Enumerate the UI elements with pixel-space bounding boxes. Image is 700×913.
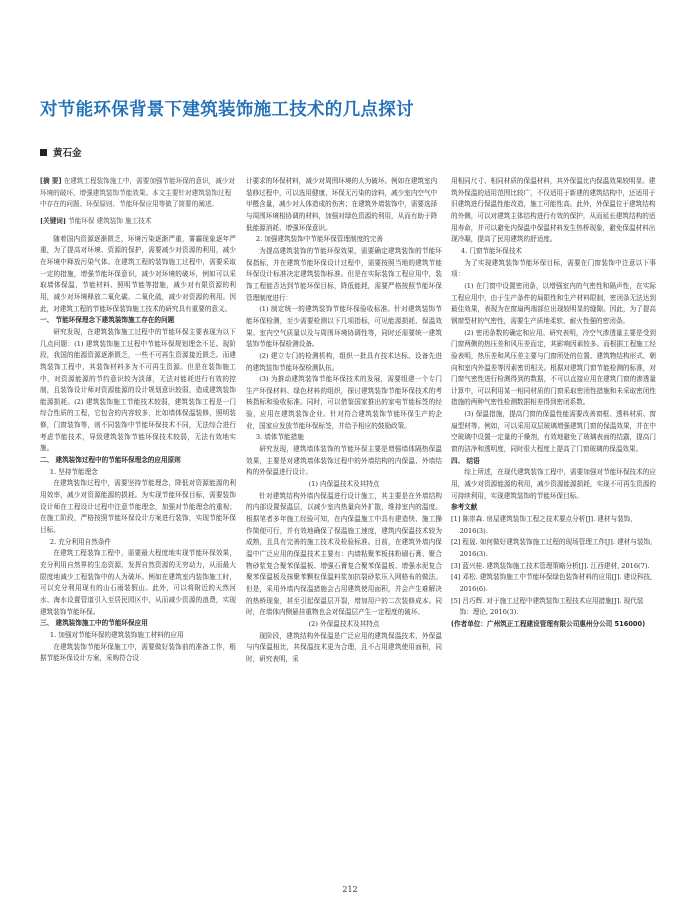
square-bullet-icon xyxy=(40,149,47,156)
column-1 xyxy=(40,176,236,665)
conclusion-paragraph: 综上所述，在现代建筑装饰工程中，需要加强对节能环保技术的应用，减少对资源能源的利用，减少资源能源损耗，实现不可再生资源的可持续利用，实现建筑装饰的节能环保目标。 xyxy=(451,468,656,500)
page-number: 212 xyxy=(342,885,358,894)
paragraph: (1) 在门窗中设置密闭条，以增强室内的气密性和隔声性，在实际工程应用中，由于生产条件的局限性和生产材料限制，密闭条无法达到最佳效果，表现为在窗扇两端部位出现较明显的缝隙。因此，为了提高钢窗型材的气密性，需要生产质地柔软、耐火性强的密闭条。 xyxy=(451,281,656,325)
column-2 xyxy=(246,176,442,666)
subsection-heading: (2) 外保温技术及其特点 xyxy=(308,619,380,628)
references-heading: 参考文献 xyxy=(451,503,478,512)
paragraph: (2) 密闭条数的确定和应用。研究表明，冷空气渗透量主要是受到门窗两侧的热压差和风压差而定，其影响因素较多。而根据工程施工经验表明，热压差和风压差主要与门窗所处的位置、建筑物结构形式、朝向和室内外温差等因素密切相关。根据对建筑门窗节能检测的标准，对门窗气密性进行检测得到的数据，不可以直接应用在建筑门窗的渗透量计算中，可以利用某一相同材质的门窗采取密闭性措施和未采取密闭性措施的两种气密性检测数据相差得到密闭系数。 xyxy=(451,328,656,407)
intro-paragraph: 随着国内资源逐渐匮乏，环境污染逐渐严重，雾霾现象逐年严重，为了提高对环境、资源的保护，需要减少对资源的利用，减少在环境中释放污染气体。在建筑工程的装饰施工过程中，需要采取一定的措施，增强节能环保意识，减少对环境的破坏，例如可以采取墙体保温、节能材料、照明节能等措施，减少对有限资源的利用，减少对环境释放二氧化碳、二氧化硫，减少对资源的利用。因此，对建筑工程的节能环保装饰施工技术的研究具有重要的意义。 xyxy=(40,234,236,313)
keywords-label: [关键词] xyxy=(40,216,67,225)
section-4-heading: 四、 结语 xyxy=(451,456,480,465)
reference-item: [2] 程晟. 如何做好建筑装饰施工过程的现场管理工作[J]. 建材与装饰, 2016(3). xyxy=(451,538,653,558)
paragraph: 现阶段，建筑结构外保温是广泛应用的建筑保温技术，外保温与内保温相比，其保温技术更为合理，且不占用建筑使用面积，同时，研究表明，采 xyxy=(246,631,442,663)
paragraph: 为提高建筑装饰的节能环保效果，需要确定建筑装饰的节能环保指标，并在建筑节能环保设计过程中，需要按照当地的建筑节能环保设计标准决定建筑装饰标准。但是在实际装饰工程应用中，装饰工程能否达到节能环保目标，降低能耗，需要严格按照节能环保管理制度进行： xyxy=(246,246,442,302)
column-3 xyxy=(451,176,656,631)
abstract-text: 在建筑工程装饰施工中，需要加强节能环保的意识，减少对环境的破坏，增强建筑装饰节能效果。本文主要针对建筑装饰过程中存在的问题、环保原则、节能环保应用等做了简要的阐述。 xyxy=(40,177,236,209)
subsection-heading: 2. 加强建筑装饰中节能环保管理制度的完善 xyxy=(255,235,383,244)
section-1-heading: 一、 节能环保理念下建筑装饰施工存在的问题 xyxy=(40,316,175,325)
paragraph: (1) 制定统一的建筑装饰节能环保验收标准。针对建筑装饰节能环保检测，至少需要检测以下几项指标，可见能源损耗、保温效果、室内空气质量以及与周围环境协调性等，同时还需要统一建筑装饰节能环保检测设备。 xyxy=(246,305,442,349)
paragraph: 针对建筑结构外墙内保温进行设计施工，其主要是在外墙结构的内部设置保温层，以减少室内热量向外扩散，维持室内的温度。根据笔者多年施工经验可知，在内保温施工中具有建造快、施工操作简便可行，并有效地确保了保温施工速度，建筑内保温技术较为成熟，且具有完善的施工技术及检验标准。目前，在建筑外墙内保温中广泛应用的保温技术主要有：内墙粘聚苯板抹粉刷石膏、聚合物砂浆复合聚苯保温板、增强石膏复合聚苯保温板、增强水泥复合聚苯保温板及抹聚苯颗粒保温料浆加抗裂砂浆压入网格布的做法。但是，采用外墙内保温措施会占用建筑使用面积，并会产生难解决的热桥现象，甚至引起保温层开裂，增加用户的二次装修成本。同时，在墙体内侧悬挂重物也会对保温层产生一定程度的破坏。 xyxy=(246,491,442,617)
paragraph: 用相同尺寸、相同材质的保温材料，其外保温比内保温效果较明显。建筑外保温的适用范围比较广，不仅适用于新建的建筑结构中，还适用于旧建筑进行保温性能改造，施工可能性高。此外，外保温位于建筑结构的外侧，可以对建筑主体结构进行有效的保护，从而延长建筑结构的适用寿命，并可以避免内保温中保温材料发生热桥现象，避免保温材料出现冷凝，提高了民用建筑的舒适度。 xyxy=(451,177,656,244)
paragraph: 为了实现建筑装饰节能环保目标，需要在门窗装饰中注意以下事项： xyxy=(451,258,656,279)
reference-item: [1] 陈崇森. 房屋建筑装饰工程之技术要点分析[J]. 建材与装饰, 2016(3). xyxy=(451,515,633,535)
section-2-heading: 二、 建筑装饰过程中的节能环保理念的应用原则 xyxy=(40,456,181,465)
paragraph: 研究发现，在建筑装饰施工过程中的节能环保主要表现为以下几点问题：(1) 建筑装饰施工过程中节能环保规划理念不足。现阶段，我国的能源资源逐渐匮乏，一些不可再生资源接近匮乏。而建筑装饰工程中，其装饰材料多为不可再生资源。但是在装饰施工中，对资源能源的节约意识较为淡薄，无法对能耗进行有效的控制，且装饰设计师对资源能源的设计规划意识较弱，造成建筑装饰能源损耗。(2) 建筑装饰施工节能技术较弱，建筑装饰工程是一门综合性质的工程，它包含的内容较多，比如墙体保温装修，照明装修，门窗装饰等，则不同装饰中节能环保技术不同，无法综合进行考虑节能技术，导致建筑装饰节能环保技术较弱，无法有效地实施。 xyxy=(40,327,236,453)
reference-item: [4] 邓松. 建筑装饰施工中节能环保绿色装饰材料的应用[J]. 建设科技, 2016(6). xyxy=(451,573,653,593)
subsection-heading: 1. 坚持节能理念 xyxy=(49,467,98,476)
paragraph: (3) 为推动建筑装饰节能环保技术的发展，需要组建一个专门生产环保材料、绿色材料的组织，探讨建筑装饰节能环保技术的考核指标和验收标准。同时，可以借鉴国家推出的家电节能标签的经验，应用在建筑装饰企业。针对符合建筑装饰节能环保生产的企业，国家应发放节能环保标签，并给予相应的鼓励政策。 xyxy=(246,375,442,430)
author-name: 黄石金 xyxy=(53,148,82,159)
subsection-heading: 2. 充分利用自然条件 xyxy=(49,537,112,546)
subsection-heading: (1) 内保温技术及其特点 xyxy=(308,480,380,489)
paragraph: 在建筑工程装饰工程中，需要最大程度地实现节能环保效果，充分利用自然界的生态资源，发挥自然资源的无穷动力，从而最大限度地减少工程装饰中的人为破坏。例如在建筑室内装饰施工时，可以充分利用现有的山石雨装假山。此外，可以将附近的天然河水、海水设置管道引入至居民园区中，从而减少资源的浪费，实现建筑装饰节能环保。 xyxy=(40,549,236,616)
reference-item: [3] 蓝兴桂. 建筑装饰施工技术管理策略分析[J]. 江西建材, 2016(7). xyxy=(451,561,650,570)
article-title: 对节能环保背景下建筑装饰施工技术的几点探讨 xyxy=(40,100,414,120)
reference-item: [5] 吕巧辉. 对于施工过程中建筑装饰工程技术应用措施[J]. 现代装饰：理论, 2016(3). xyxy=(451,596,644,617)
keywords xyxy=(40,216,236,228)
paragraph: 在建筑装饰过程中，需要坚持节能理念，降低对资源能源的利用效率，减少对资源能源的损耗。为实现节能环保目标，需要装饰设计师在工程设计过程中注意节能理念，加强对节能理念的重视；在施工阶段，严格按照节能环保设计方案进行装饰，实现节能环保目标。 xyxy=(40,479,236,535)
paragraph: 计要求的环保材料，减少对周围环境的人为破坏。例如在建筑室内装修过程中，可以选用健康、环保无污染的涂料，减少室内空气中甲醛含量，减少对人体造成的伤害；在建筑外墙装饰中，需要选择与周围环境相协调的材料，加强对绿色资源的利用，从而有助于降低能源消耗、增强环保意识。 xyxy=(246,177,438,232)
paragraph: 研究发现，建筑墙体装饰的节能环保主要是增强墙体隔热保温效果，主要是对建筑墙体装饰过程中的外墙结构的内保温、外墙结构的外保温进行设计。 xyxy=(246,445,442,477)
subsection-heading: 3. 墙体节能措施 xyxy=(255,433,304,442)
paragraph: 在建筑装饰节能环保施工中，需要做好装饰前的准备工作，根据节能环保设计方案，采购符合设 xyxy=(40,642,236,663)
section-3-heading: 三、 建筑装饰施工中的节能环保应用 xyxy=(40,619,148,628)
paragraph: (3) 保温措施，提高门窗的保温性能需要改善窗框、透料材质、窗扇型材等。例如，可以采用双层玻璃增强建筑门窗的保温效果，并在中空玻璃中设置一定量的干燥剂，有效地避免了玻璃表面的结露，提高门窗的洁净和透明度，同时很大程度上提高了门窗玻璃的保温效果。 xyxy=(451,410,656,454)
subsection-heading: 1. 加强对节能环保的建筑装饰施工材料的应用 xyxy=(49,630,184,639)
keywords-text: 节能环保 建筑装饰 施工技术 xyxy=(68,216,152,225)
abstract-label: [摘 要] xyxy=(40,177,62,185)
paragraph: (2) 建立专门的检测机构，组织一批具有技术达标、设备先进的建筑装饰节能环保检测队伍。 xyxy=(246,351,442,372)
abstract xyxy=(40,176,236,211)
author-affiliation: (作者单位：广州筑正工程建设管理有限公司惠州分公司 516000) xyxy=(451,619,646,628)
subsection-heading: 4. 门窗节能环保技术 xyxy=(460,246,523,255)
author-line xyxy=(40,145,82,159)
